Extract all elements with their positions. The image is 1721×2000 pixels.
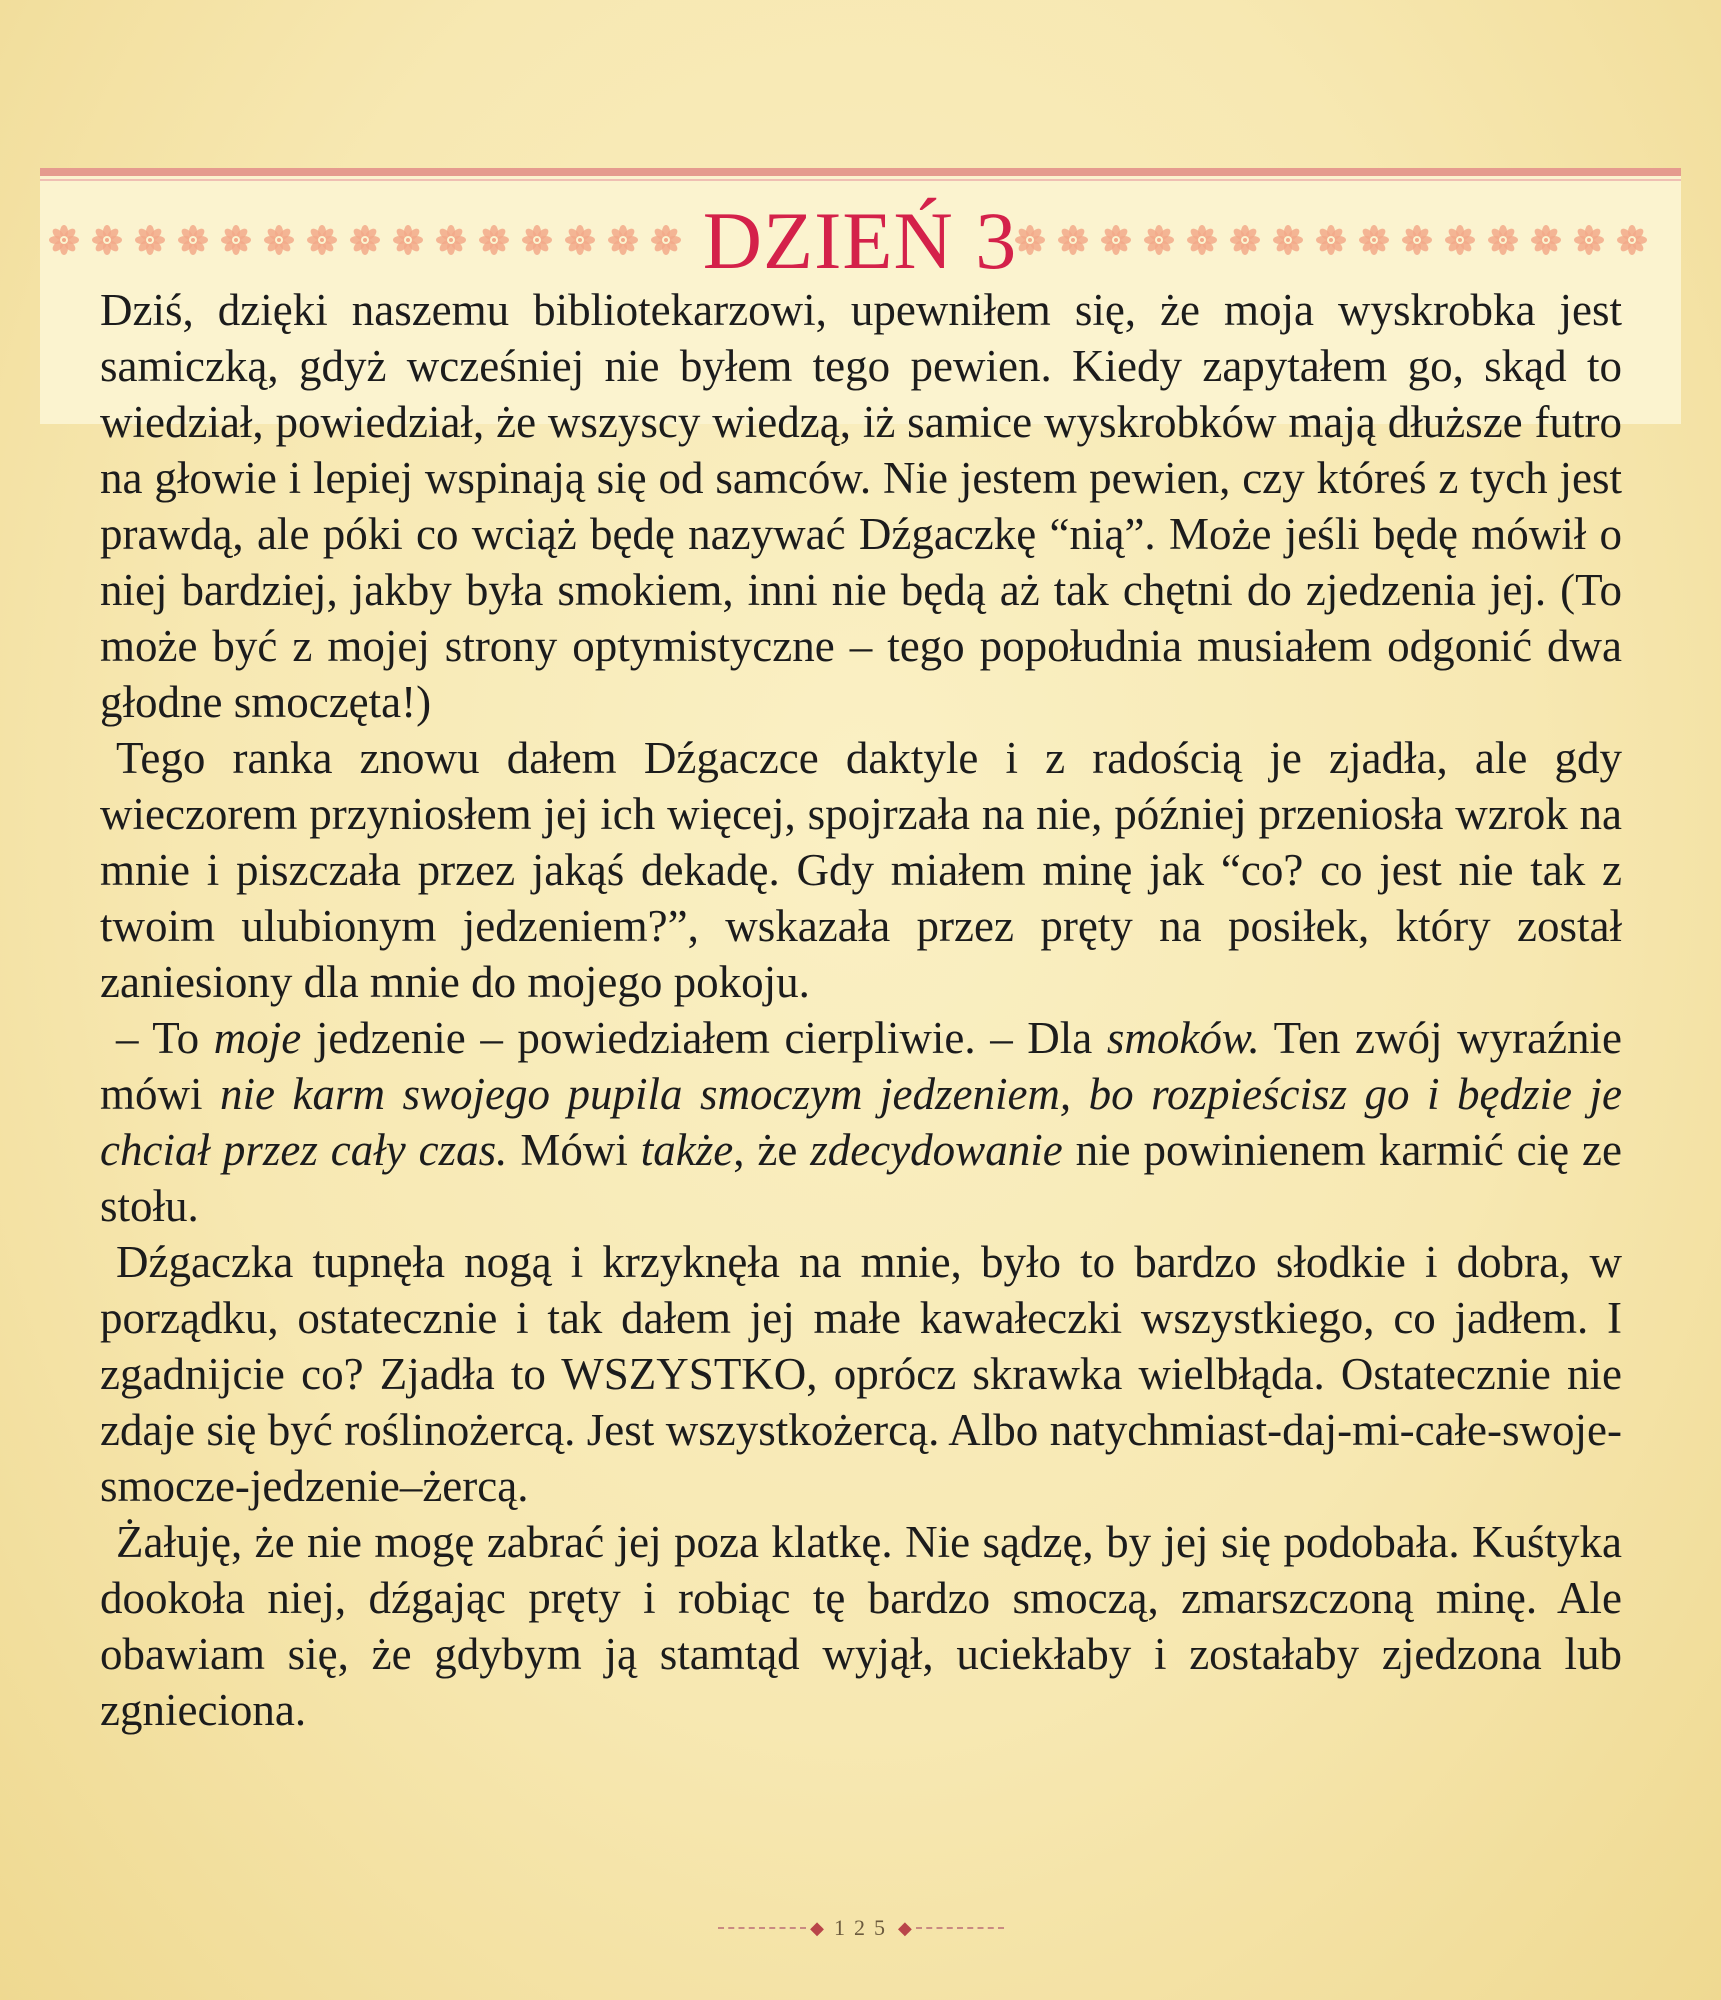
flower-ornament-icon — [306, 224, 338, 256]
flower-ornament-icon — [91, 224, 123, 256]
flower-ornament-icon — [1272, 224, 1304, 256]
flower-ornament-icon — [1229, 224, 1261, 256]
flower-ornament-icon — [1315, 224, 1347, 256]
flower-ornament-icon — [1530, 224, 1562, 256]
text-run: Dźgaczka tupnęła nogą i krzyknęła na mnie, było to bardzo słodkie i dobra, w porządku, ostatecznie i tak dałem jej małe kawałeczki wszystkiego, co jadłem. I zgadnijcie co? Zjadła to WSZYSTKO, oprócz skrawka wielbłąda. Ostatecznie nie zdaje się być roślinożercą. Jest wszystkożercą. Albo natychmiast-daj-mi-całe-swoje-smocze-jedzenie–żercą. — [100, 1237, 1622, 1511]
italic-text-run: nie karm swojego pupila smoczym jedzeniem, bo rozpieścisz go i będzie je chciał przez cały czas. — [100, 1069, 1622, 1175]
text-run: Ten zwój wyraźnie mówi — [100, 1013, 1623, 1119]
flower-ornament-icon — [607, 224, 639, 256]
paragraph — [100, 282, 1622, 730]
chapter-title: DZIEŃ 3 — [702, 195, 1018, 286]
footer-left-dash — [718, 1927, 806, 1929]
text-run: Dziś, dzięki naszemu bibliotekarzowi, upewniłem się, że moja wyskrobka jest samiczką, gdyż wcześniej nie byłem tego pewien. Kiedy zapytałem go, skąd to wiedział, powiedział, że wszyscy wiedzą, iż samice wyskrobków mają dłuższe futro na głowie i lepiej wspinają się od samców. Nie jestem pewien, czy któreś z tych jest prawdą, ale póki co wciąż będę nazywać Dźgaczkę “nią”. Może jeśli będę mówił o niej bardziej, jakby była smokiem, inni nie będą aż tak chętni do zjedzenia jej. (To może być z mojej strony optymistyczne – tego popołudnia musiałem odgonić dwa głodne smoczęta!) — [100, 285, 1622, 727]
ornament-row-left — [48, 218, 682, 262]
text-run: , że — [733, 1125, 811, 1175]
top-rule-thin — [40, 179, 1681, 181]
italic-text-run: także — [640, 1125, 734, 1175]
flower-ornament-icon — [1573, 224, 1605, 256]
italic-text-run: smoków. — [1106, 1013, 1260, 1063]
page-number: 125 — [834, 1915, 894, 1940]
flower-ornament-icon — [1401, 224, 1433, 256]
body-text — [100, 282, 1622, 1738]
flower-ornament-icon — [392, 224, 424, 256]
ornament-row-right — [1014, 218, 1648, 262]
paragraph — [100, 1234, 1622, 1514]
text-run: Tego ranka znowu dałem Dźgaczce daktyle i z radością je zjadła, ale gdy wieczorem przyniosłem jej ich więcej, spojrzała na nie, później przeniosła wzrok na mnie i piszczała przez jakąś dekadę. Gdy miałem minę jak “co? co jest nie tak z twoim ulubionym jedzeniem?”, wskazała przez pręty na posiłek, który został zaniesiony dla mnie do mojego pokoju. — [100, 733, 1622, 1007]
flower-ornament-icon — [177, 224, 209, 256]
italic-text-run: zdecydowanie — [810, 1125, 1063, 1175]
flower-ornament-icon — [478, 224, 510, 256]
flower-ornament-icon — [1487, 224, 1519, 256]
flower-ornament-icon — [1358, 224, 1390, 256]
text-run: Żałuję, że nie mogę zabrać jej poza klatkę. Nie sądzę, by jej się podobała. Kuśtyka dookoła niej, dźgając pręty i robiąc tę bardzo smoczą, zmarszczoną minę. Ale obawiam się, że gdybym ją stamtąd wyjął, uciekłaby i zostałaby zjedzona lub zgnieciona. — [100, 1517, 1622, 1735]
text-run: jedzenie – powiedziałem cierpliwie. – Dla — [301, 1013, 1107, 1063]
italic-text-run: moje — [213, 1013, 302, 1063]
flower-ornament-icon — [1444, 224, 1476, 256]
flower-ornament-icon — [220, 224, 252, 256]
flower-ornament-icon — [1186, 224, 1218, 256]
text-run: – To — [116, 1013, 214, 1063]
flower-ornament-icon — [48, 224, 80, 256]
flower-ornament-icon — [1143, 224, 1175, 256]
paragraph — [100, 1514, 1622, 1738]
footer-right-arrow-icon: ◆ — [898, 1918, 912, 1938]
flower-ornament-icon — [564, 224, 596, 256]
paragraph — [100, 730, 1622, 1010]
text-run: Mówi — [507, 1125, 641, 1175]
flower-ornament-icon — [349, 224, 381, 256]
flower-ornament-icon — [263, 224, 295, 256]
flower-ornament-icon — [1616, 224, 1648, 256]
page-footer — [700, 1916, 1022, 1940]
flower-ornament-icon — [521, 224, 553, 256]
flower-ornament-icon — [1100, 224, 1132, 256]
text-run: nie powinienem karmić cię ze stołu. — [100, 1125, 1622, 1231]
flower-ornament-icon — [134, 224, 166, 256]
footer-right-dash — [916, 1927, 1004, 1929]
top-rule — [40, 168, 1681, 176]
paragraph — [100, 1010, 1622, 1234]
flower-ornament-icon — [435, 224, 467, 256]
footer-left-arrow-icon: ◆ — [810, 1918, 824, 1938]
